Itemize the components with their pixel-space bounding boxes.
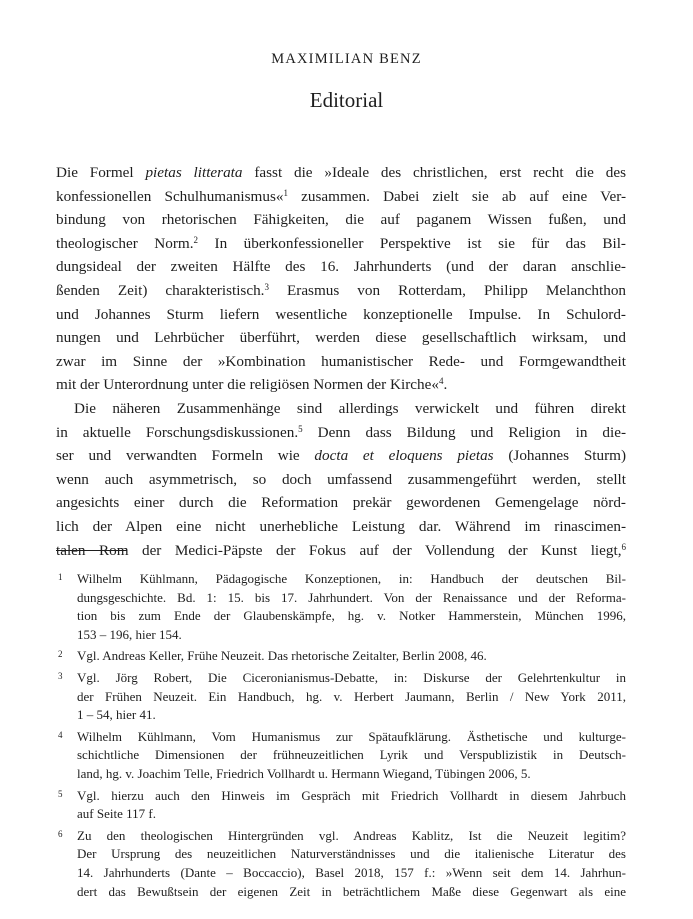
footnote-line: land, hg. v. Joachim Telle, Friedrich Vollhardt u. Hermann Wiegand, Tübingen 2006, 5.: [77, 765, 531, 781]
text-line: und Johannes Sturm liefern wesentliche konzeptionelle Impulse. In Schulord-: [56, 305, 626, 323]
footnote-number: 1: [58, 572, 63, 582]
footnote-ref: 5: [298, 423, 303, 434]
footnote-separator: [56, 550, 127, 551]
footnote-ref: 2: [193, 234, 199, 245]
footnote-ref: 3: [264, 281, 269, 292]
text-line: theologischer Norm.$^2$ In überkonfessioneller Perspektive ist sie für das Bil-: [56, 234, 626, 252]
footnote: [56, 827, 626, 901]
footnote: [56, 570, 626, 644]
text-line: angesichts einer durch die Reformation prekär gewordenen Gemengelage nörd-: [56, 494, 626, 512]
footnote-number: 6: [58, 828, 63, 839]
footnote-ref: 4: [438, 376, 444, 387]
text-line: Die Formel pietas litterata fasst die »Ideale des christlichen, erst recht die des: [56, 164, 626, 181]
footnotes: [56, 570, 626, 904]
footnote: [56, 728, 626, 784]
text-line: bindung von rhetorischen Fähigkeiten, die auf paganem Wissen fußen, und: [56, 211, 626, 229]
footnote-number: 4: [58, 729, 63, 740]
footnote: [56, 669, 626, 725]
text-line: ßenden Zeit) charakteristisch.$^3$ Erasmus von Rotterdam, Philipp Melanchthon: [56, 281, 627, 299]
footnote-line: auf Seite 117 f.: [77, 806, 156, 822]
text-line: zwar im Sinne der »Kombination humanistischer Rede- und Formgewandtheit: [56, 352, 626, 370]
footnote-line: dert das Bewußtsein der eigenen Zeit in beträchtlichem Maße diese Gegenwart als eine: [77, 883, 626, 899]
footnote-ref: 6: [621, 541, 626, 552]
footnote-line: 14. Jahrhunderts (Dante – Boccaccio), Basel 2018, 157 f.: »Wenn seit dem 14. Jahrhun-: [77, 864, 626, 880]
text-line: wenn auch asymmetrisch, so doch umfassend zusammengeführt werden, stellt: [56, 470, 626, 488]
text-line: ser und verwandten Formeln wie docta et eloquens pietas (Johannes Sturm): [56, 447, 627, 465]
text-line: nungen und Lehrbücher überführt, werden diese gesellschaftlich wirksam, und: [56, 329, 626, 347]
footnote-line: Wilhelm Kühlmann, Pädagogische Konzeptionen, in: Handbuch der deutschen Bil-: [77, 571, 626, 586]
text-line: mit der Unterordnung unter die religiösen Normen der Kirche«$^4$.: [56, 376, 448, 394]
text-line: talen Rom der Medici-Päpste der Fokus auf der Vollendung der Kunst liegt,$^6$: [56, 541, 626, 559]
text-line: in aktuelle Forschungsdiskussionen.$^5$ Denn dass Bildung und Religion in die-: [56, 423, 627, 441]
footnote-line: Vgl. Andreas Keller, Frühe Neuzeit. Das rhetorische Zeitalter, Berlin 2008, 46.: [77, 648, 487, 664]
text-line: konfessionellen Schulhumanismus«$^1$ zusammen. Dabei zielt sie ab auf eine Ver-: [56, 187, 627, 205]
footnote-line: Vgl. hierzu auch den Hinweis im Gespräch mit Friedrich Vollhardt in diesem Jahrbuch: [77, 787, 626, 803]
footnote-line: schichtliche Dimensionen der frühneuzeitlichen Lyrik und Verspublizistik in Deutsch-: [77, 747, 626, 763]
latin-term: pietas litterata: [145, 164, 243, 181]
latin-term: docta et eloquens pietas: [314, 447, 494, 465]
footnote-line: 153 – 196, hier 154.: [77, 626, 182, 642]
text-line: Die näheren Zusammenhänge sind allerdings verwickelt und führen direkt: [74, 399, 626, 417]
footnote-ref: 1: [283, 187, 288, 198]
running-head-author: MAXIMILIAN BENZ: [271, 51, 422, 67]
footnote: [56, 647, 626, 666]
footnote-number: 5: [58, 788, 63, 799]
footnote-line: Der Ursprung des neuzeitlichen Naturverständnisses und die italienische Literatur des: [77, 846, 626, 862]
footnote-line: Wilhelm Kühlmann, Vom Humanismus zur Spätaufklärung. Ästhetische und kulturge-: [77, 728, 626, 744]
footnote-number: 2: [58, 649, 63, 660]
footnote: [56, 787, 626, 824]
page-title: Editorial: [309, 88, 384, 112]
text-line: dungsideal der zweiten Hälfte des 16. Jahrhunderts (und der daran anschlie-: [56, 258, 626, 276]
footnote-line: dungsgeschichte. Bd. 1: 15. bis 17. Jahrhundert. Von der Renaissance und der Reforma-: [77, 589, 626, 605]
footnote-line: der Frühen Neuzeit. Ein Handbuch, hg. v. Herbert Jaumann, Berlin / New York 2011,: [77, 688, 626, 704]
main-text: [56, 161, 626, 562]
footnote-number: 3: [58, 670, 63, 681]
footnote-line: tion bis zum Ende der Glaubenskämpfe, hg. v. Notker Hammerstein, München 1996,: [77, 608, 626, 624]
footnote-line: Zu den theologischen Hintergründen vgl. Andreas Kablitz, Ist die Neuzeit legitim?: [77, 827, 626, 843]
footnote-line: Vgl. Jörg Robert, Die Ciceronianismus-Debatte, in: Diskurse der Gelehrtenkultur in: [77, 669, 626, 685]
footnote-line: 1 – 54, hier 41.: [77, 707, 156, 723]
text-line: lich der Alpen eine nicht unerhebliche Leistung dar. Während im rinascimen-: [56, 517, 626, 535]
